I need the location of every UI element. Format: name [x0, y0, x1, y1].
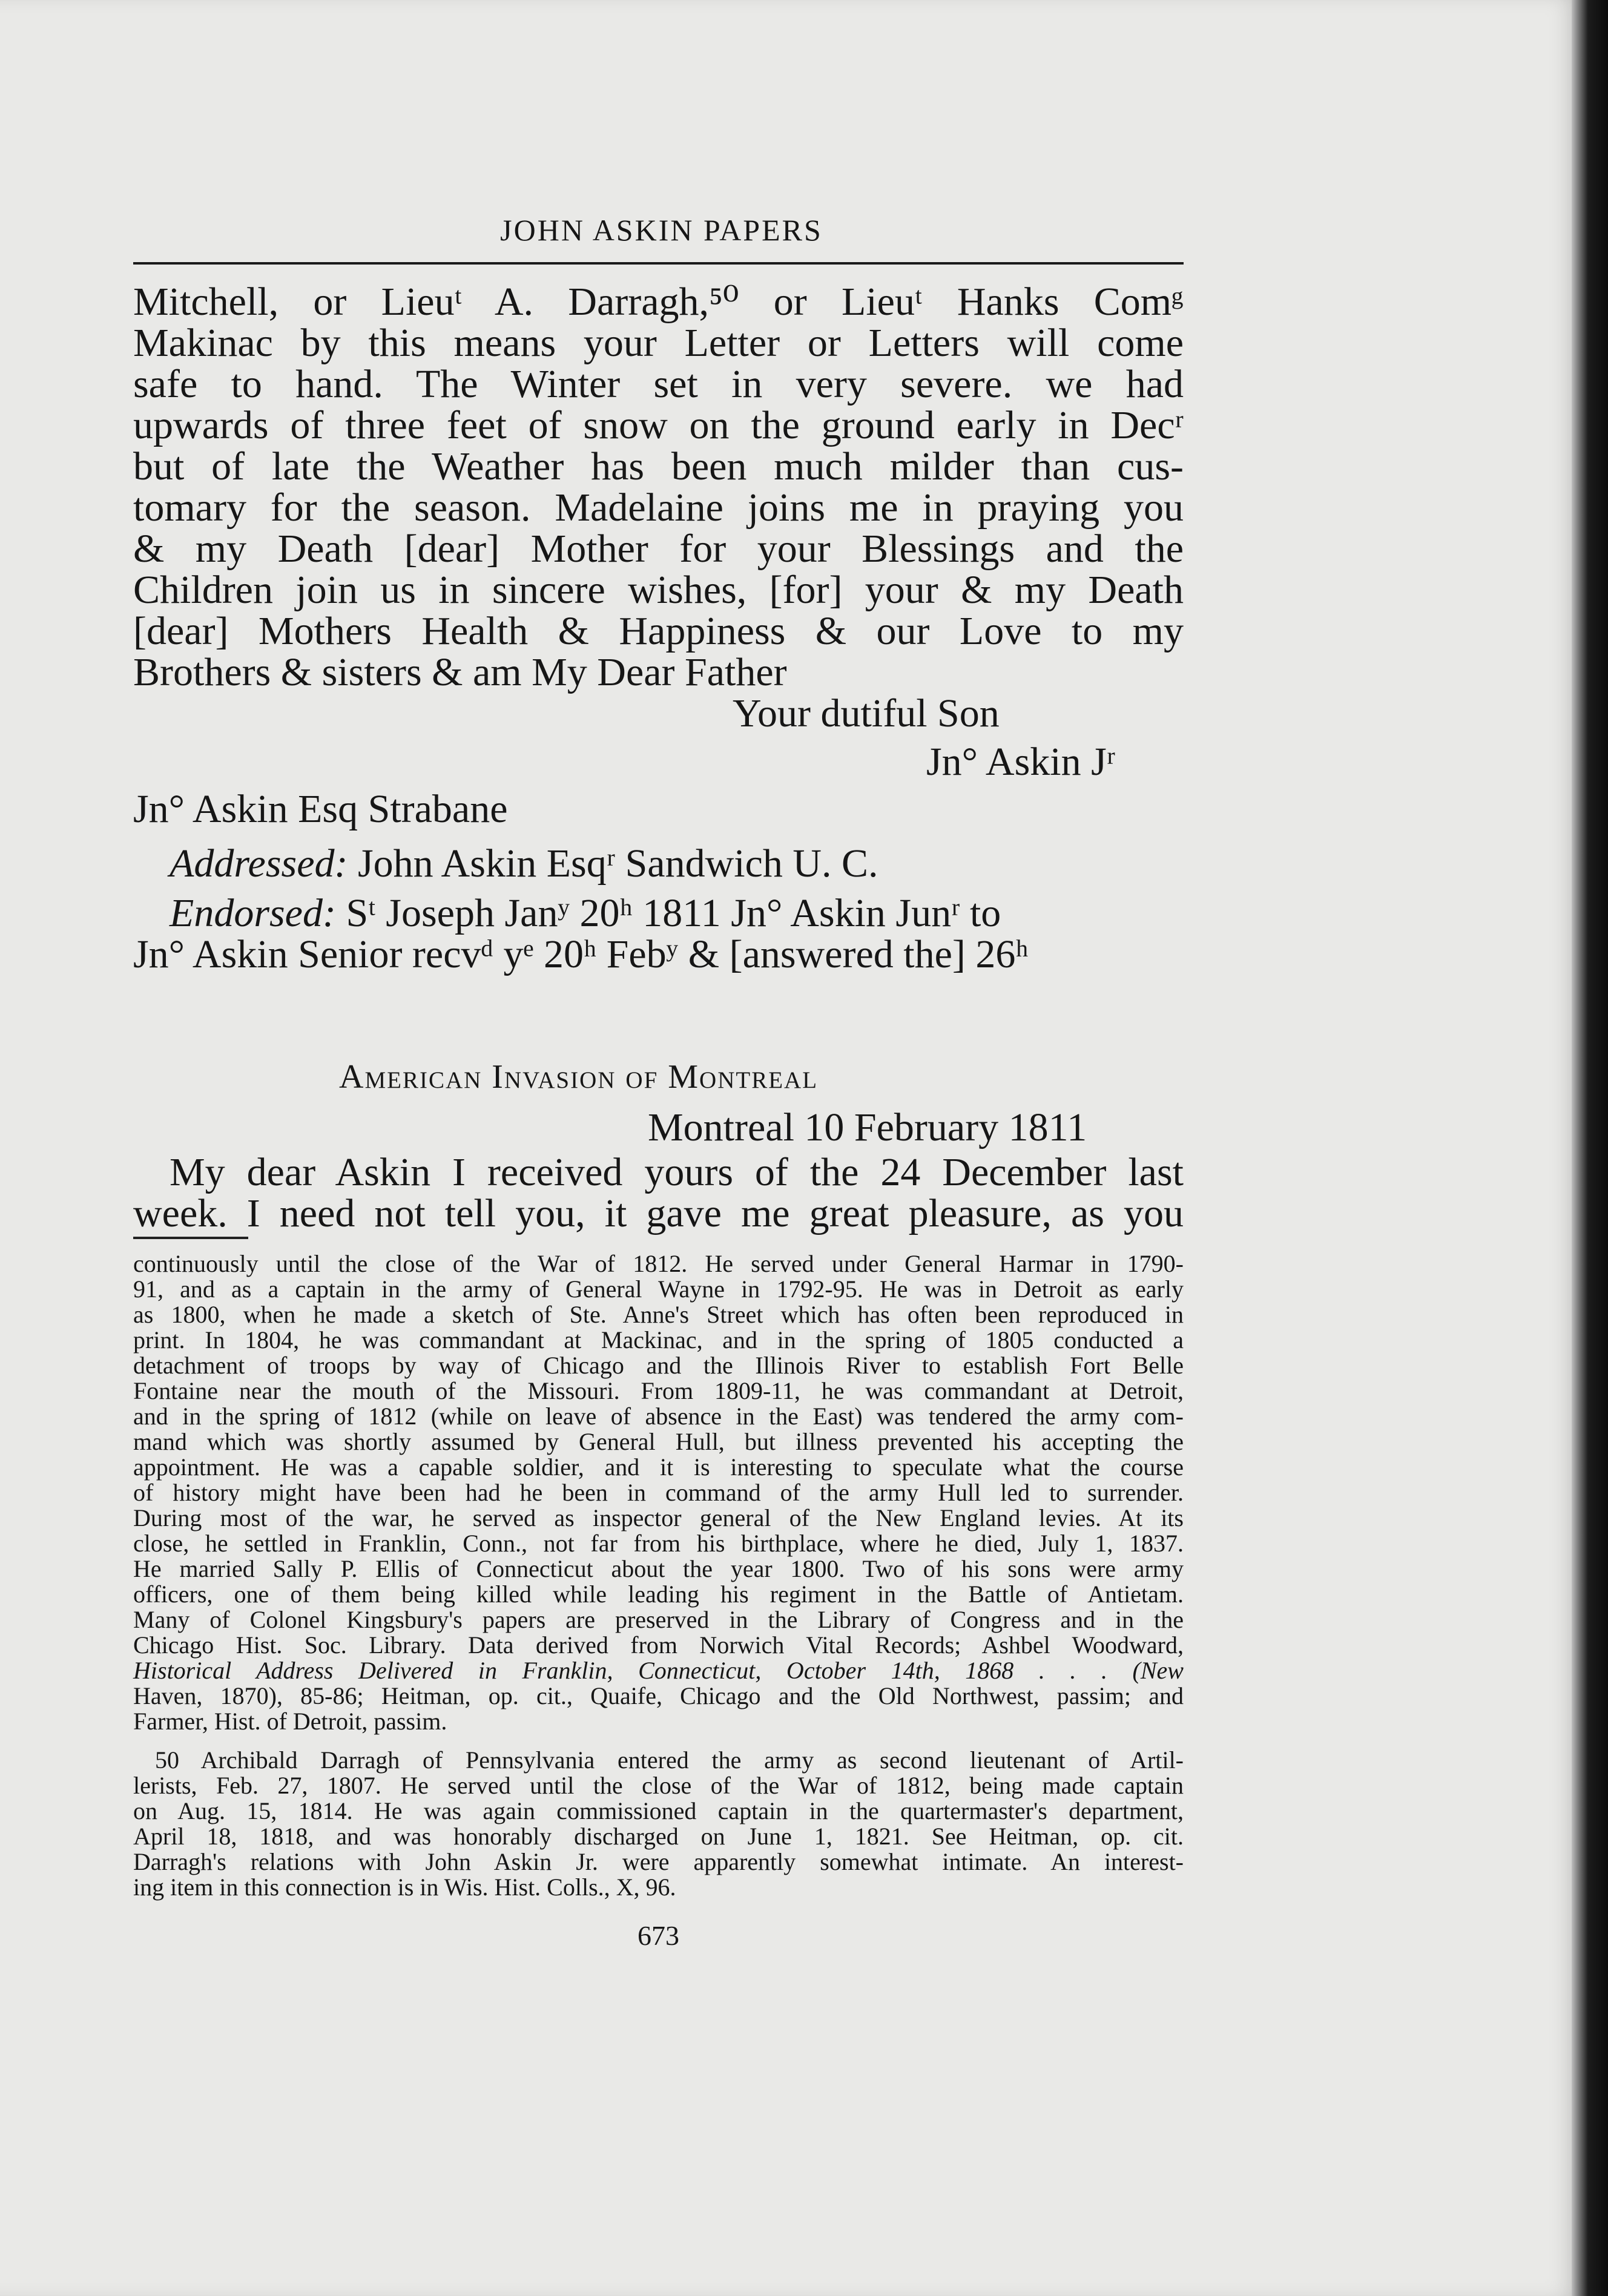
footnote-line: April 18, 1818, and was honorably discharged on June 1, 1821. See Heitman, op. cit.	[133, 1823, 1184, 1850]
footnote-rule	[133, 1237, 248, 1239]
footnote-line: detachment of troops by way of Chicago and the Illinois River to establish Fort Belle	[133, 1352, 1184, 1379]
letter-2-body	[133, 1152, 1184, 1234]
footnote-line: ing item in this connection is in Wis. Hist. Colls., X, 96.	[133, 1873, 676, 1901]
endorsed-line-2: Jn° Askin Senior recvᵈ yᵉ 20ʰ Febʸ & [answered the] 26ʰ	[133, 932, 1029, 976]
footnote-line: close, he settled in Franklin, Conn., not far from his birthplace, where he died, July 1, 1837.	[133, 1530, 1184, 1557]
addressed-line	[170, 843, 1184, 884]
footnote-line: Chicago Hist. Soc. Library. Data derived from Norwich Vital Records; Ashbel Woodward,	[133, 1631, 1184, 1659]
letter-line: tomary for the season. Madelaine joins me in praying you	[133, 485, 1184, 530]
addressed-text: John Askin Esqʳ Sandwich U. C.	[348, 841, 878, 886]
footnote-line: Fontaine near the mouth of the Missouri. From 1809-11, he was commandant at Detroit,	[133, 1377, 1184, 1404]
footnote-line: He married Sally P. Ellis of Connecticut about the year 1800. Two of his sons were army	[133, 1555, 1184, 1582]
addressed-label: Addressed:	[170, 841, 348, 886]
letter-line: safe to hand. The Winter set in very severe. we had	[133, 362, 1184, 406]
letter-line: Makinac by this means your Letter or Letters will come	[133, 321, 1184, 365]
footnote-line: Haven, 1870), 85-86; Heitman, op. cit., Quaife, Chicago and the Old Northwest, passim; and	[133, 1682, 1184, 1709]
endorsed-label: Endorsed:	[170, 891, 336, 935]
section-title: American Invasion of Montreal	[339, 1058, 819, 1096]
footnote-line: mand which was shortly assumed by General Hull, but illness prevented his accepting the	[133, 1428, 1184, 1455]
letter-line: week. I need not tell you, it gave me great pleasure, as you	[133, 1191, 1184, 1235]
footnote-50	[133, 1748, 1184, 1900]
footnote-line: 91, and as a captain in the army of General Wayne in 1792-95. He was in Detroit as early	[133, 1275, 1184, 1303]
footnote-line: of history might have been had he been in command of the army Hull led to surrender.	[133, 1479, 1184, 1506]
address-line: Jn° Askin Esq Strabane	[133, 787, 508, 831]
letter-line: [dear] Mothers Health & Happiness & our Love to my	[133, 609, 1184, 653]
letter-line: Mitchell, or Lieuᵗ A. Darragh,⁵⁰ or Lieuᵗ Hanks Comᵍ	[133, 280, 1184, 324]
page-number: 673	[638, 1920, 679, 1951]
footnote-line: Many of Colonel Kingsbury's papers are preserved in the Library of Congress and in the	[133, 1606, 1184, 1633]
footnote-line: Historical Address Delivered in Franklin, Connecticut, October 14th, 1868 . . . (New	[133, 1657, 1184, 1684]
footnote-line: on Aug. 15, 1814. He was again commissioned captain in the quartermaster's department,	[133, 1797, 1184, 1824]
footnote-49	[133, 1251, 1184, 1734]
letter-line: upwards of three feet of snow on the ground early in Decʳ	[133, 403, 1184, 447]
footnote-line: During most of the war, he served as inspector general of the New England levies. At its	[133, 1504, 1184, 1531]
footnote-line: Darragh's relations with John Askin Jr. were apparently somewhat intimate. An interest-	[133, 1848, 1184, 1875]
text-frame	[133, 215, 1184, 1950]
dateline: Montreal 10 February 1811	[648, 1105, 1087, 1150]
footnote-line: print. In 1804, he was commandant at Mackinac, and in the spring of 1805 conducted a	[133, 1326, 1184, 1354]
footnote-line: continuously until the close of the War of 1812. He served under General Harmar in 1790-	[133, 1250, 1184, 1277]
signature: Jn° Askin Jʳ	[926, 740, 1116, 784]
letter-body	[133, 281, 1184, 693]
footnote-gap	[133, 1734, 1184, 1748]
header-rule	[133, 262, 1184, 265]
footnote-line: 50 Archibald Darragh of Pennsylvania entered the army as second lieutenant of Artil-	[155, 1746, 1184, 1774]
footnote-line: appointment. He was a capable soldier, and it is interesting to speculate what the course	[133, 1453, 1184, 1481]
footnote-line: officers, one of them being killed while leading his regiment in the Battle of Antietam.	[133, 1581, 1184, 1608]
running-head: JOHN ASKIN PAPERS	[500, 213, 823, 247]
footnote-line: as 1800, when he made a sketch of Ste. Anne's Street which has often been reproduced in	[133, 1301, 1184, 1328]
page-edge-shadow	[1572, 0, 1608, 2296]
footnote-line: Farmer, Hist. of Detroit, passim.	[133, 1708, 447, 1735]
letter-line: & my Death [dear] Mother for your Blessings and the	[133, 527, 1184, 571]
endorsed-text: Sᵗ Joseph Janʸ 20ʰ 1811 Jn° Askin Junʳ to	[335, 891, 1001, 935]
closing: Your dutiful Son	[733, 691, 1000, 735]
letter-line: Brothers & sisters & am My Dear Father	[133, 650, 787, 694]
footnote-line: lerists, Feb. 27, 1807. He served until the close of the War of 1812, being made captain	[133, 1772, 1184, 1799]
letter-line: My dear Askin I received yours of the 24 December last	[170, 1150, 1184, 1194]
endorsed-line	[170, 893, 1184, 934]
footnote-line: and in the spring of 1812 (while on leave of absence in the East) was tendered the army com-	[133, 1403, 1184, 1430]
letter-line: Children join us in sincere wishes, [for] your & my Death	[133, 568, 1184, 612]
letter-line: but of late the Weather has been much milder than cus-	[133, 444, 1184, 488]
